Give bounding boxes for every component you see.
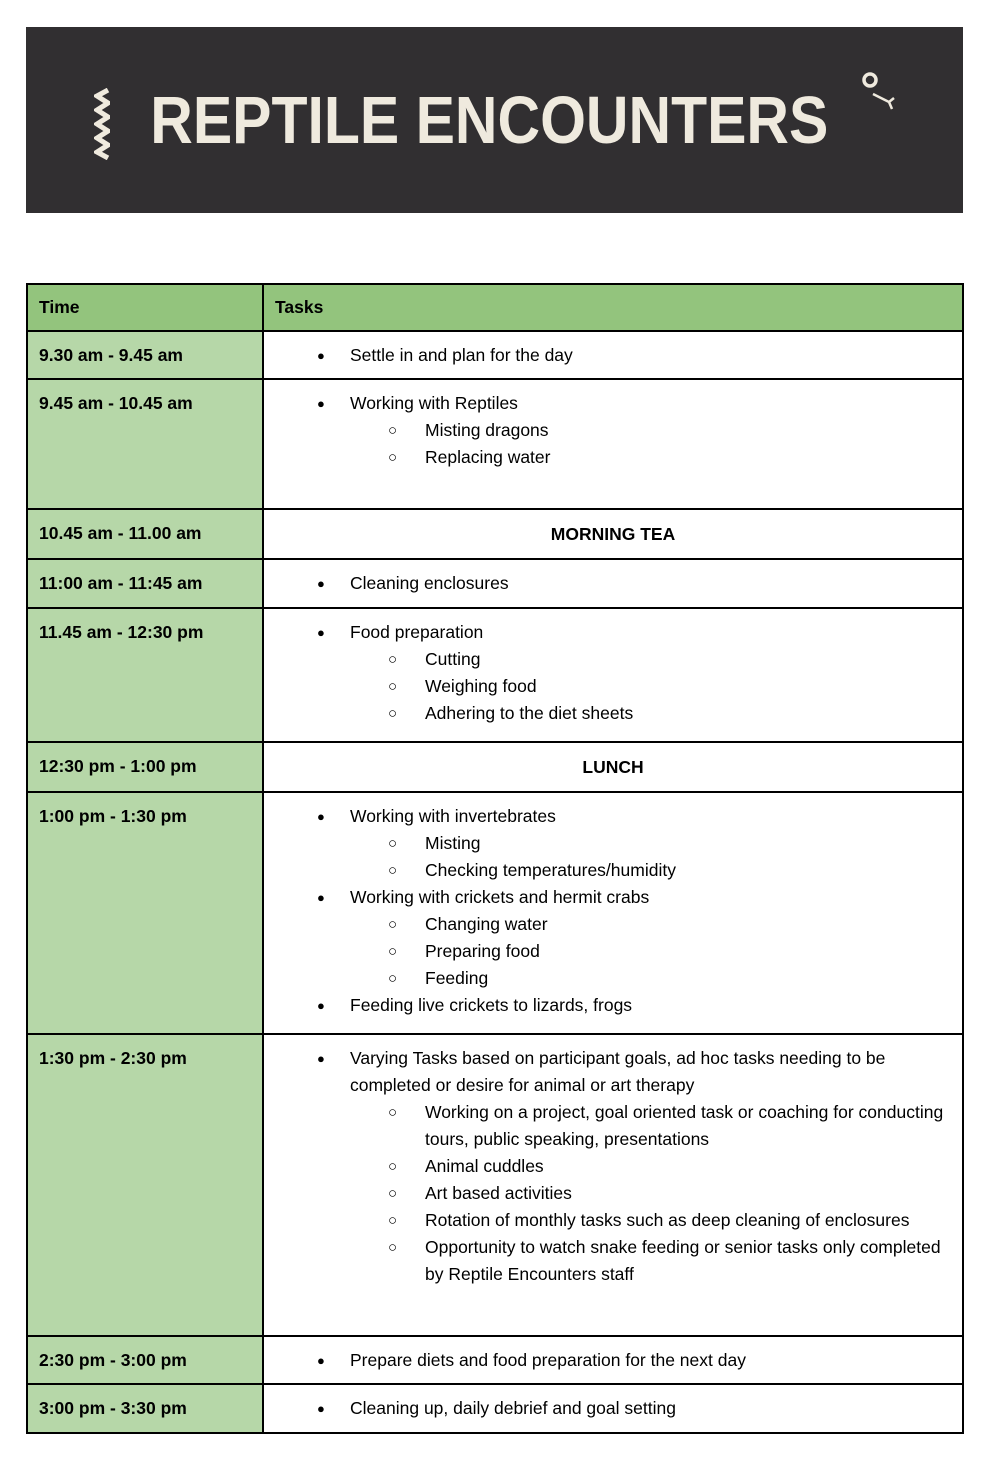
table-row — [27, 1336, 963, 1384]
snake-head-icon — [861, 72, 895, 124]
time-cell: 11.45 am - 12:30 pm — [27, 608, 263, 742]
task-text: Adhering to the diet sheets — [425, 703, 634, 723]
header-row — [27, 284, 963, 331]
task-text: Checking temperatures/humidity — [425, 860, 676, 880]
task-item — [264, 342, 944, 369]
bullet-icon: ● — [317, 576, 325, 591]
time-cell: 2:30 pm - 3:00 pm — [27, 1336, 263, 1384]
task-text: Opportunity to watch snake feeding or senior tasks only completed by Reptile Encounters staff — [425, 1237, 941, 1284]
task-text: Animal cuddles — [425, 1156, 544, 1176]
task-subitem — [264, 1180, 944, 1207]
task-text: Feeding live crickets to lizards, frogs — [350, 995, 633, 1015]
task-text: Misting dragons — [425, 420, 549, 440]
circle-bullet-icon: ○ — [388, 1158, 398, 1175]
time-column-header: Time — [27, 284, 263, 331]
schedule-table — [26, 283, 964, 1434]
task-text: Working with invertebrates — [350, 806, 556, 826]
break-label: LUNCH — [582, 756, 644, 777]
task-subitem — [264, 830, 944, 857]
task-item — [264, 390, 944, 417]
task-subitem — [264, 700, 944, 727]
task-item — [264, 1347, 944, 1374]
tasks-cell — [263, 331, 963, 379]
circle-bullet-icon: ○ — [388, 970, 398, 987]
task-text: Weighing food — [425, 676, 537, 696]
task-item — [264, 1045, 944, 1099]
task-subitem — [264, 1153, 944, 1180]
logo — [94, 82, 895, 159]
task-text: Art based activities — [425, 1183, 572, 1203]
bullet-icon: ● — [317, 1401, 325, 1416]
task-text: Cleaning up, daily debrief and goal setting — [350, 1398, 676, 1418]
bullet-icon: ● — [317, 625, 325, 640]
time-cell: 9.45 am - 10.45 am — [27, 379, 263, 509]
bullet-icon: ● — [317, 396, 325, 411]
task-text: Replacing water — [425, 447, 551, 467]
task-item — [264, 992, 944, 1019]
task-subitem — [264, 417, 944, 444]
tasks-column-header: Tasks — [263, 284, 963, 331]
task-item — [264, 803, 944, 830]
task-subitem — [264, 857, 944, 884]
task-text: Misting — [425, 833, 481, 853]
task-subitem — [264, 911, 944, 938]
bullet-icon: ● — [317, 890, 325, 905]
tasks-cell — [263, 742, 963, 792]
table-row — [27, 509, 963, 559]
tasks-cell — [263, 1384, 963, 1433]
task-text: Cutting — [425, 649, 481, 669]
task-subitem — [264, 938, 944, 965]
table-row — [27, 792, 963, 1034]
task-text: Varying Tasks based on participant goals, ad hoc tasks needing to be completed or desire for animal or art therapy — [350, 1048, 886, 1095]
tasks-cell — [263, 792, 963, 1034]
circle-bullet-icon: ○ — [388, 835, 398, 852]
rattle-icon — [94, 88, 110, 160]
task-text: Feeding — [425, 968, 489, 988]
circle-bullet-icon: ○ — [388, 422, 398, 439]
time-cell: 1:30 pm - 2:30 pm — [27, 1034, 263, 1336]
circle-bullet-icon: ○ — [388, 1104, 398, 1121]
task-text: Prepare diets and food preparation for the next day — [350, 1350, 746, 1370]
task-text: Preparing food — [425, 941, 540, 961]
bullet-icon: ● — [317, 809, 325, 824]
task-subitem — [264, 1099, 944, 1153]
table-row — [27, 742, 963, 792]
table-row — [27, 559, 963, 608]
task-text: Working with Reptiles — [350, 393, 518, 413]
circle-bullet-icon: ○ — [388, 705, 398, 722]
table-row — [27, 1384, 963, 1433]
logo-banner — [26, 27, 963, 213]
circle-bullet-icon: ○ — [388, 1239, 398, 1256]
circle-bullet-icon: ○ — [388, 916, 398, 933]
task-text: Working on a project, goal oriented task or coaching for conducting tours, public speaking, presentations — [425, 1102, 944, 1149]
task-item — [264, 1395, 944, 1422]
logo-text: REPTILE ENCOUNTERS — [150, 82, 829, 158]
tasks-cell — [263, 509, 963, 559]
tasks-cell — [263, 559, 963, 608]
time-cell: 12:30 pm - 1:00 pm — [27, 742, 263, 792]
circle-bullet-icon: ○ — [388, 1185, 398, 1202]
task-subitem — [264, 646, 944, 673]
task-subitem — [264, 1207, 944, 1234]
circle-bullet-icon: ○ — [388, 678, 398, 695]
tasks-cell — [263, 608, 963, 742]
bullet-icon: ● — [317, 1353, 325, 1368]
table-row — [27, 608, 963, 742]
task-text: Food preparation — [350, 622, 484, 642]
task-text: Changing water — [425, 914, 548, 934]
task-text: Settle in and plan for the day — [350, 345, 573, 365]
time-cell: 1:00 pm - 1:30 pm — [27, 792, 263, 1034]
task-subitem — [264, 673, 944, 700]
circle-bullet-icon: ○ — [388, 862, 398, 879]
time-cell: 11:00 am - 11:45 am — [27, 559, 263, 608]
task-item — [264, 884, 944, 911]
table-row — [27, 1034, 963, 1336]
time-cell: 9.30 am - 9.45 am — [27, 331, 263, 379]
circle-bullet-icon: ○ — [388, 449, 398, 466]
task-item — [264, 619, 944, 646]
bullet-icon: ● — [317, 998, 325, 1013]
circle-bullet-icon: ○ — [388, 943, 398, 960]
bullet-icon: ● — [317, 1051, 325, 1066]
table-row — [27, 379, 963, 509]
task-subitem — [264, 1234, 944, 1288]
task-text: Working with crickets and hermit crabs — [350, 887, 650, 907]
time-cell: 3:00 pm - 3:30 pm — [27, 1384, 263, 1433]
task-text: Cleaning enclosures — [350, 573, 509, 593]
task-subitem — [264, 965, 944, 992]
time-cell: 10.45 am - 11.00 am — [27, 509, 263, 559]
tasks-cell — [263, 379, 963, 509]
circle-bullet-icon: ○ — [388, 1212, 398, 1229]
circle-bullet-icon: ○ — [388, 651, 398, 668]
task-subitem — [264, 444, 944, 471]
break-label: MORNING TEA — [550, 523, 676, 544]
tasks-cell — [263, 1336, 963, 1384]
task-text: Rotation of monthly tasks such as deep cleaning of enclosures — [425, 1210, 910, 1230]
tasks-cell — [263, 1034, 963, 1336]
task-item — [264, 570, 944, 597]
table-row — [27, 331, 963, 379]
bullet-icon: ● — [317, 348, 325, 363]
